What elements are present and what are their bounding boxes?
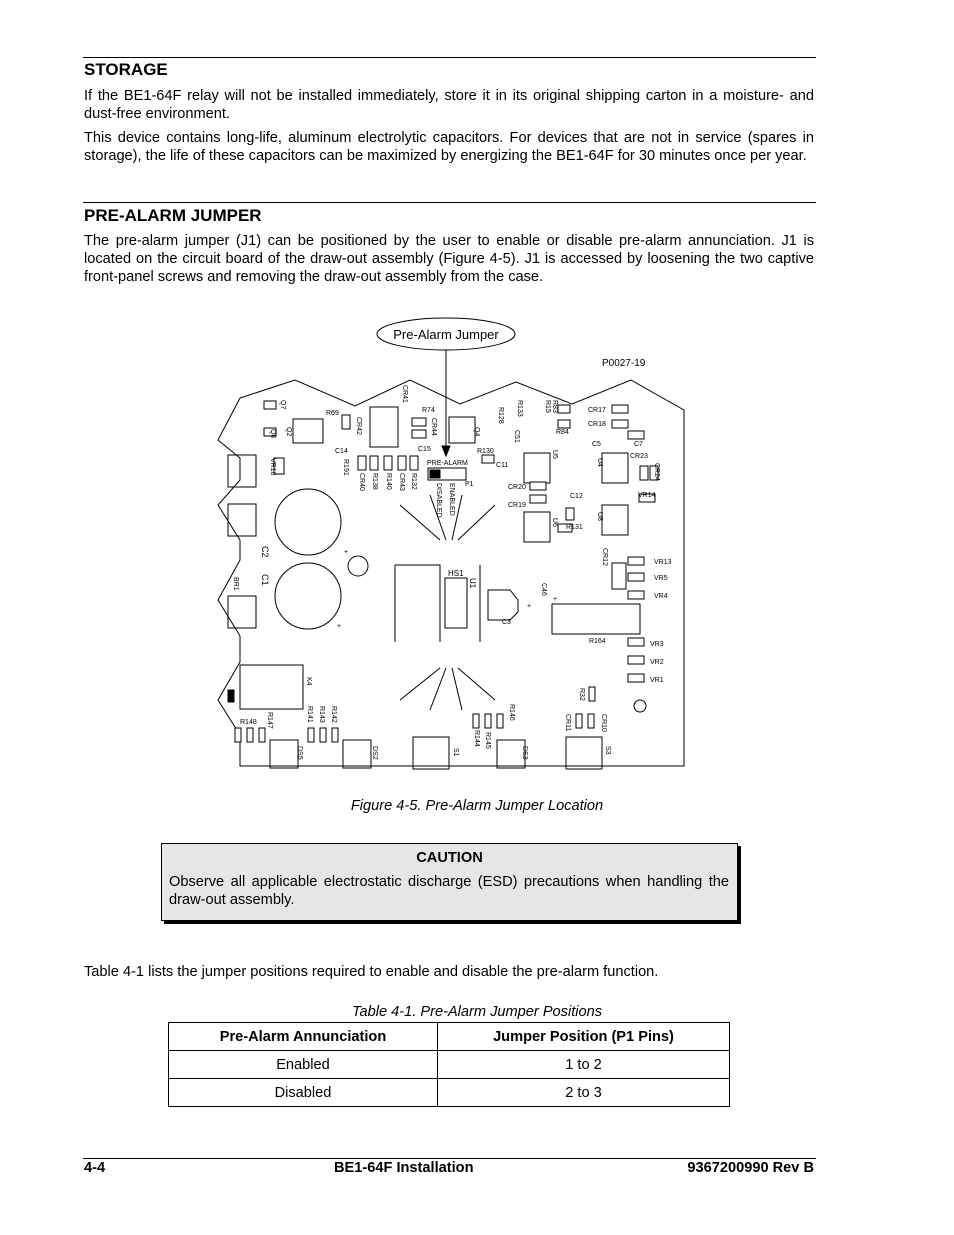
label-vr16: VR16 [269,458,276,476]
label-c1: C1 [260,574,270,586]
label-r138: R138 [371,473,378,490]
label-c46: C46 [540,583,547,596]
label-enabled: ENABLED [448,483,455,516]
storage-paragraph-1: If the BE1-64F relay will not be installed immediately, store it in its original shipping carton in a moisture- and dust-free environment. [84,88,814,123]
label-r32: R32 [578,688,585,701]
table-intro: Table 4-1 lists the jumper positions required to enable and disable the pre-alarm function. [84,964,659,980]
footer-doc-number: 9367200990 Rev B [687,1160,814,1176]
table-cell: Disabled [169,1079,438,1107]
label-vr4: VR4 [654,593,668,600]
label-cr43: CR43 [398,473,405,491]
callout-label: Pre-Alarm Jumper [393,327,499,342]
table-cell: 2 to 3 [437,1079,729,1107]
label-q6: Q6 [269,429,276,439]
label-c3: C3 [502,619,511,626]
label-r142: R142 [330,706,337,723]
label-ds3: DS3 [521,746,528,760]
table-row [169,1051,730,1079]
label-u4: U4 [596,458,603,467]
label-c12: C12 [570,493,583,500]
label-cr12: CR12 [601,548,608,566]
label-cr23: CR23 [630,453,648,460]
label-ds5: DS5 [296,746,303,760]
figure-code: P0027-19 [602,358,646,369]
caution-title: CAUTION [416,850,483,866]
label-r140: R140 [385,473,392,490]
label-u6: U6 [551,518,558,527]
label-q7: Q7 [279,400,286,410]
label-c11: C11 [496,462,509,469]
storage-paragraph-2: This device contains long-life, aluminum electrolytic capacitors. For devices that are not in service (spares in storage), the life of these capacitors can be maximized by energizing the BE1-64F for 30 minutes once per year. [84,130,814,165]
label-r69: R69 [326,410,339,417]
label-cr41: CR41 [401,385,408,403]
label-vr2: VR2 [650,659,664,666]
label-r130: R130 [477,448,494,455]
label-br1: BR1 [232,577,239,591]
label-vr5: VR5 [654,575,668,582]
label-u5: U5 [551,450,558,459]
storage-heading: STORAGE [84,60,168,79]
label-vr14: VR14 [638,492,656,499]
table-caption: Table 4-1. Pre-Alarm Jumper Positions [351,1004,603,1020]
label-r147: R147 [266,712,273,729]
caution-box [161,843,738,921]
label-vr3: VR3 [650,641,664,648]
label-cr19: CR19 [508,502,526,509]
label-cr17: CR17 [588,407,606,414]
footer-page-number: 4-4 [84,1160,106,1176]
label-r133: R133 [516,400,523,417]
label-plus-2: + [337,623,342,630]
label-c2: C2 [260,546,270,558]
label-r145: R145 [484,732,491,749]
label-cr44: CR44 [430,418,437,436]
table-row [169,1079,730,1107]
label-cr24: CR24 [653,463,660,481]
label-r128: R128 [497,407,504,424]
prealarm-paragraph: The pre-alarm jumper (J1) can be positioned by the user to enable or disable pre-alarm annunciation. J1 is located on the circuit board of the draw-out assembly (Figure 4-5). J1 is accessed by loosening the two captive front-panel screws and removing the draw-out assembly from the case. [84,233,814,286]
label-cr20: CR20 [508,484,526,491]
label-c5: C5 [592,441,601,448]
label-c15: C15 [418,446,431,453]
prealarm-heading: PRE-ALARM JUMPER [84,206,262,225]
label-r144: R144 [473,730,480,747]
label-cr10: CR10 [600,714,607,732]
label-q4: Q4 [473,427,480,437]
label-c51: C51 [513,430,520,443]
label-plus-3: + [527,603,532,610]
label-p1: P1 [465,481,474,488]
label-r84: R84 [556,429,569,436]
label-cr11: CR11 [564,714,571,732]
label-r15: R15 [544,400,551,413]
table-cell: Enabled [169,1051,438,1079]
table-header-annunciation: Pre-Alarm Annunciation [169,1023,438,1051]
label-disabled: DISABLED [435,483,442,518]
label-r148: R148 [240,719,257,726]
jumper-positions-table [168,1022,730,1107]
label-s3: S3 [604,746,611,755]
label-r141: R141 [306,706,313,723]
section-rule-storage [83,57,816,58]
label-vr13: VR13 [654,559,672,566]
label-r131: R131 [566,524,583,531]
label-prealarm: PRE-ALARM [427,460,468,467]
label-r83: R83 [551,400,558,413]
label-hs1: HS1 [448,569,464,578]
label-plus-1: + [344,549,349,556]
label-cr40: CR40 [358,473,365,491]
figure-caption: Figure 4-5. Pre-Alarm Jumper Location [350,798,604,814]
label-r74: R74 [422,407,435,414]
label-r164: R164 [589,638,606,645]
footer-title: BE1-64F Installation [334,1160,474,1176]
label-r132: R132 [410,473,417,490]
label-u8: U8 [596,512,603,521]
table-header-row [169,1023,730,1051]
footer-rule [83,1158,816,1159]
label-cr42: CR42 [355,417,362,435]
label-ds2: DS2 [371,746,378,760]
label-c14: C14 [335,448,348,455]
caution-body: Observe all applicable electrostatic discharge (ESD) precautions when handling the draw-out assembly. [169,874,729,909]
label-r191: R191 [342,459,349,476]
label-r146: R146 [508,704,515,721]
section-rule-prealarm [83,202,816,203]
label-vr1: VR1 [650,677,664,684]
label-k4: K4 [305,677,312,686]
label-r143: R143 [318,706,325,723]
label-s1: S1 [452,748,459,757]
table-cell: 1 to 2 [437,1051,729,1079]
circuit-board-figure [210,315,700,795]
label-cr18: CR18 [588,421,606,428]
label-u1: U1 [468,578,477,589]
label-plus-4: + [553,596,558,603]
table-header-jumper-position: Jumper Position (P1 Pins) [437,1023,729,1051]
label-q2: Q2 [285,427,292,437]
label-c7: C7 [634,441,643,448]
